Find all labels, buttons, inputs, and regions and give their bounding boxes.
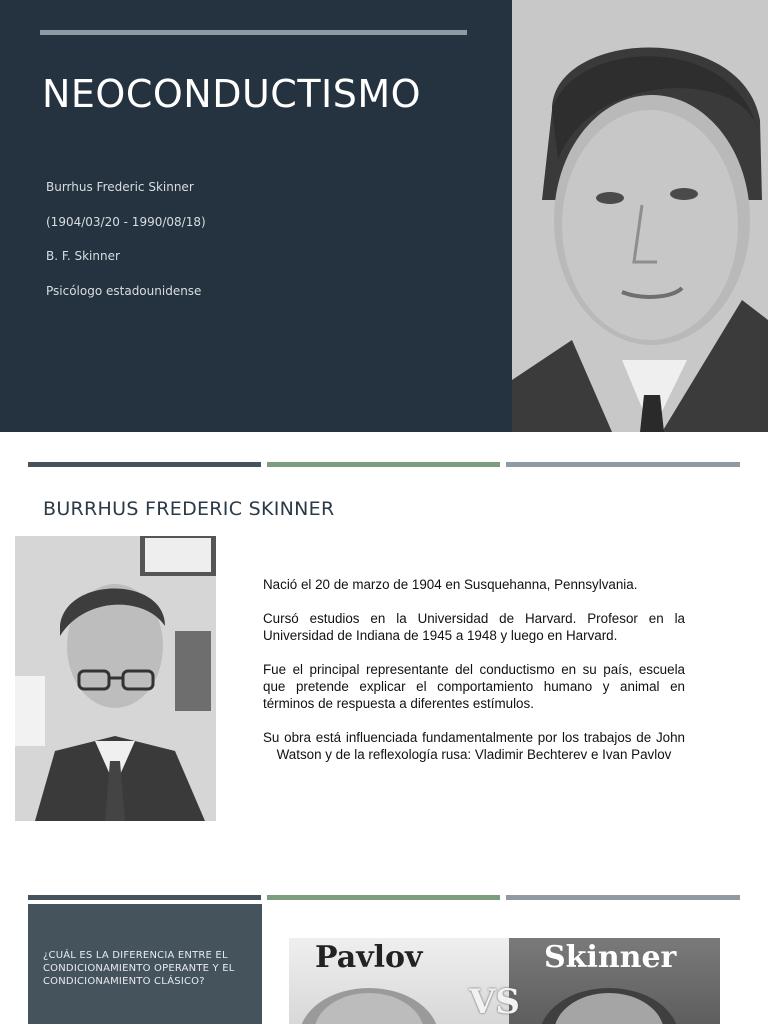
title-slide: [0, 0, 768, 432]
comparison-slide: [0, 886, 768, 1024]
portrait-illustration: [512, 0, 768, 432]
bio-paragraph: Nació el 20 de marzo de 1904 en Susquehanna, Pennsylvania.: [263, 577, 638, 592]
subtitle-lines: [46, 180, 206, 318]
bio-paragraph: Su obra está influenciada fundamentalmente por los trabajos de John Watson y de la reflexología rusa: Vladimir Bechterev e Ivan Pavlov: [263, 730, 685, 762]
slide-title: NEOCONDUCTISMO: [42, 72, 422, 116]
skinner-label: Skinner: [544, 940, 677, 975]
accent-bar-green: [267, 895, 500, 900]
accent-bar-dark: [28, 895, 261, 900]
section-title: BURRHUS FREDERIC SKINNER: [43, 498, 335, 520]
pavlov-vs-skinner-image: [289, 938, 720, 1024]
accent-bar-green: [267, 462, 500, 467]
portrait-photo: [512, 0, 768, 432]
accent-bar-slate: [506, 895, 740, 900]
question-text: ¿CUÁL ES LA DIFERENCIA ENTRE EL CONDICIONAMIENTO OPERANTE Y EL CONDICIONAMIENTO CLÁSICO?: [43, 950, 235, 987]
subtitle-line: B. F. Skinner: [46, 249, 120, 263]
accent-bar-slate: [506, 462, 740, 467]
vs-label: VS: [469, 982, 520, 1022]
subtitle-line: Burrhus Frederic Skinner: [46, 180, 194, 194]
subtitle-line: Psicólogo estadounidense: [46, 283, 202, 298]
biography-slide: [0, 450, 768, 870]
question-box: [28, 904, 262, 1024]
accent-bar-dark: [28, 462, 261, 467]
accent-bar: [40, 30, 467, 35]
bio-paragraph: Cursó estudios en la Universidad de Harvard. Profesor en la Universidad de Indiana de 1945 a 1948 y luego en Harvard.: [263, 611, 685, 643]
pavlov-label: Pavlov: [315, 940, 423, 975]
skinner-photo: [15, 536, 216, 821]
bio-paragraph: Fue el principal representante del conductismo en su país, escuela que pretende explicar el comportamiento humano y animal en términos de respuesta a diferentes estímulos.: [263, 662, 685, 711]
subtitle-line: (1904/03/20 - 1990/08/18): [46, 214, 206, 229]
biography-text: [263, 576, 685, 780]
skinner-illustration: [15, 536, 216, 821]
